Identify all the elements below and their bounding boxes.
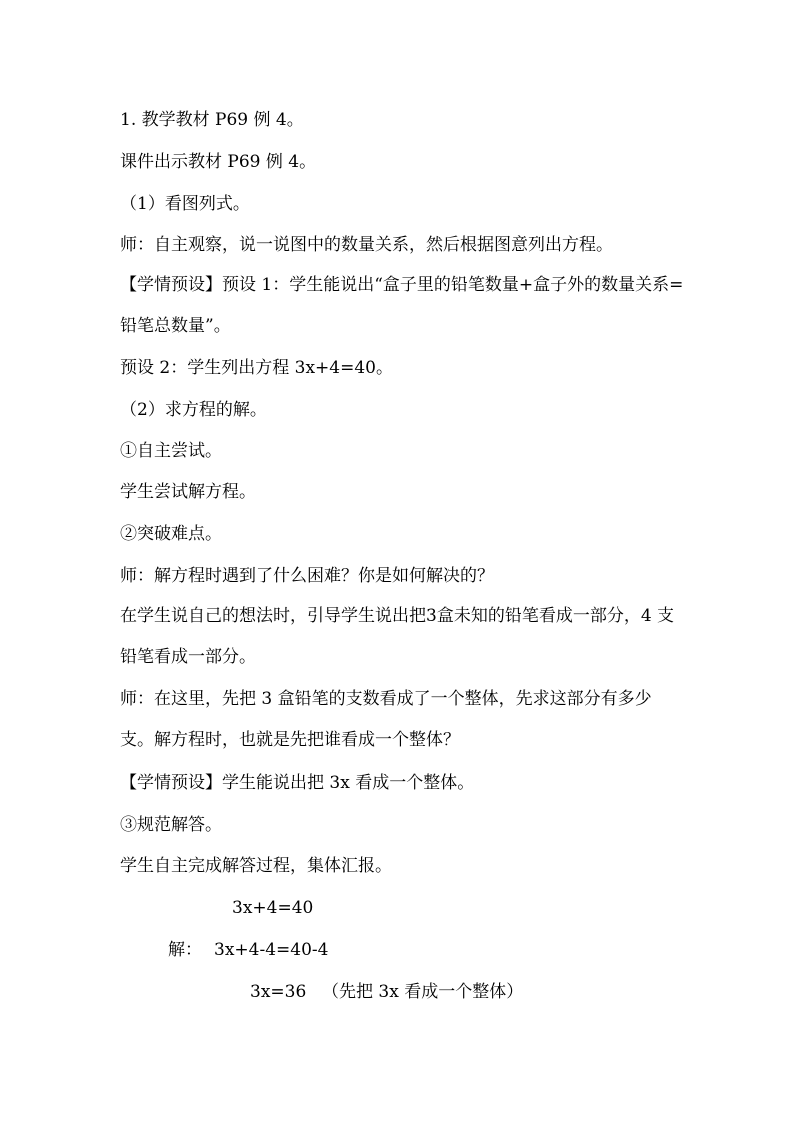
student-try-line: 学生尝试解方程。: [120, 482, 256, 502]
step-1-heading: （1）看图列式。: [120, 194, 250, 214]
student-report-line: 学生自主完成解答过程，集体汇报。: [120, 856, 392, 876]
heading-example-4: 1. 教学教材 P69 例 4。: [120, 110, 304, 130]
teacher-prompt-2: 师：解方程时遇到了什么困难？你是如何解决的？: [120, 566, 494, 586]
equation-note: （先把 3x 看成一个整体）: [322, 982, 524, 1002]
step-2-heading: （2）求方程的解。: [120, 400, 267, 420]
preset-3-line: 【学情预设】学生能说出把 3x 看成一个整体。: [120, 773, 475, 793]
teacher-prompt-3: 师：在这里，先把 3 盒铅笔的支数看成了一个整体，先求这部分有多少支。解方程时，也就是先把谁看成一个整体？: [120, 689, 652, 750]
preset-1-paragraph: 【学情预设】预设 1：学生能说出“盒子里的铅笔数量+盒子外的数量关系=铅笔总数量”。: [120, 275, 684, 336]
equation-original: 3x+4=40: [232, 898, 314, 918]
courseware-line: 课件出示教材 P69 例 4。: [120, 152, 317, 172]
guidance-paragraph: 在学生说自己的想法时，引导学生说出把3盒未知的铅笔看成一部分，4 支铅笔看成一部分。: [120, 606, 675, 667]
preset-2-line: 预设 2：学生列出方程 3x+4=40。: [120, 358, 393, 378]
equation-step-2: 3x=36: [250, 982, 307, 1002]
sub-step-answer: ③规范解答。: [120, 815, 222, 835]
teacher-prompt-1: 师：自主观察，说一说图中的数量关系，然后根据图意列出方程。: [120, 235, 613, 255]
solve-label: 解：: [168, 940, 202, 960]
equation-step-1: 3x+4-4=40-4: [214, 940, 329, 960]
sub-step-try: ①自主尝试。: [120, 441, 222, 461]
sub-step-breakthrough: ②突破难点。: [120, 524, 222, 544]
